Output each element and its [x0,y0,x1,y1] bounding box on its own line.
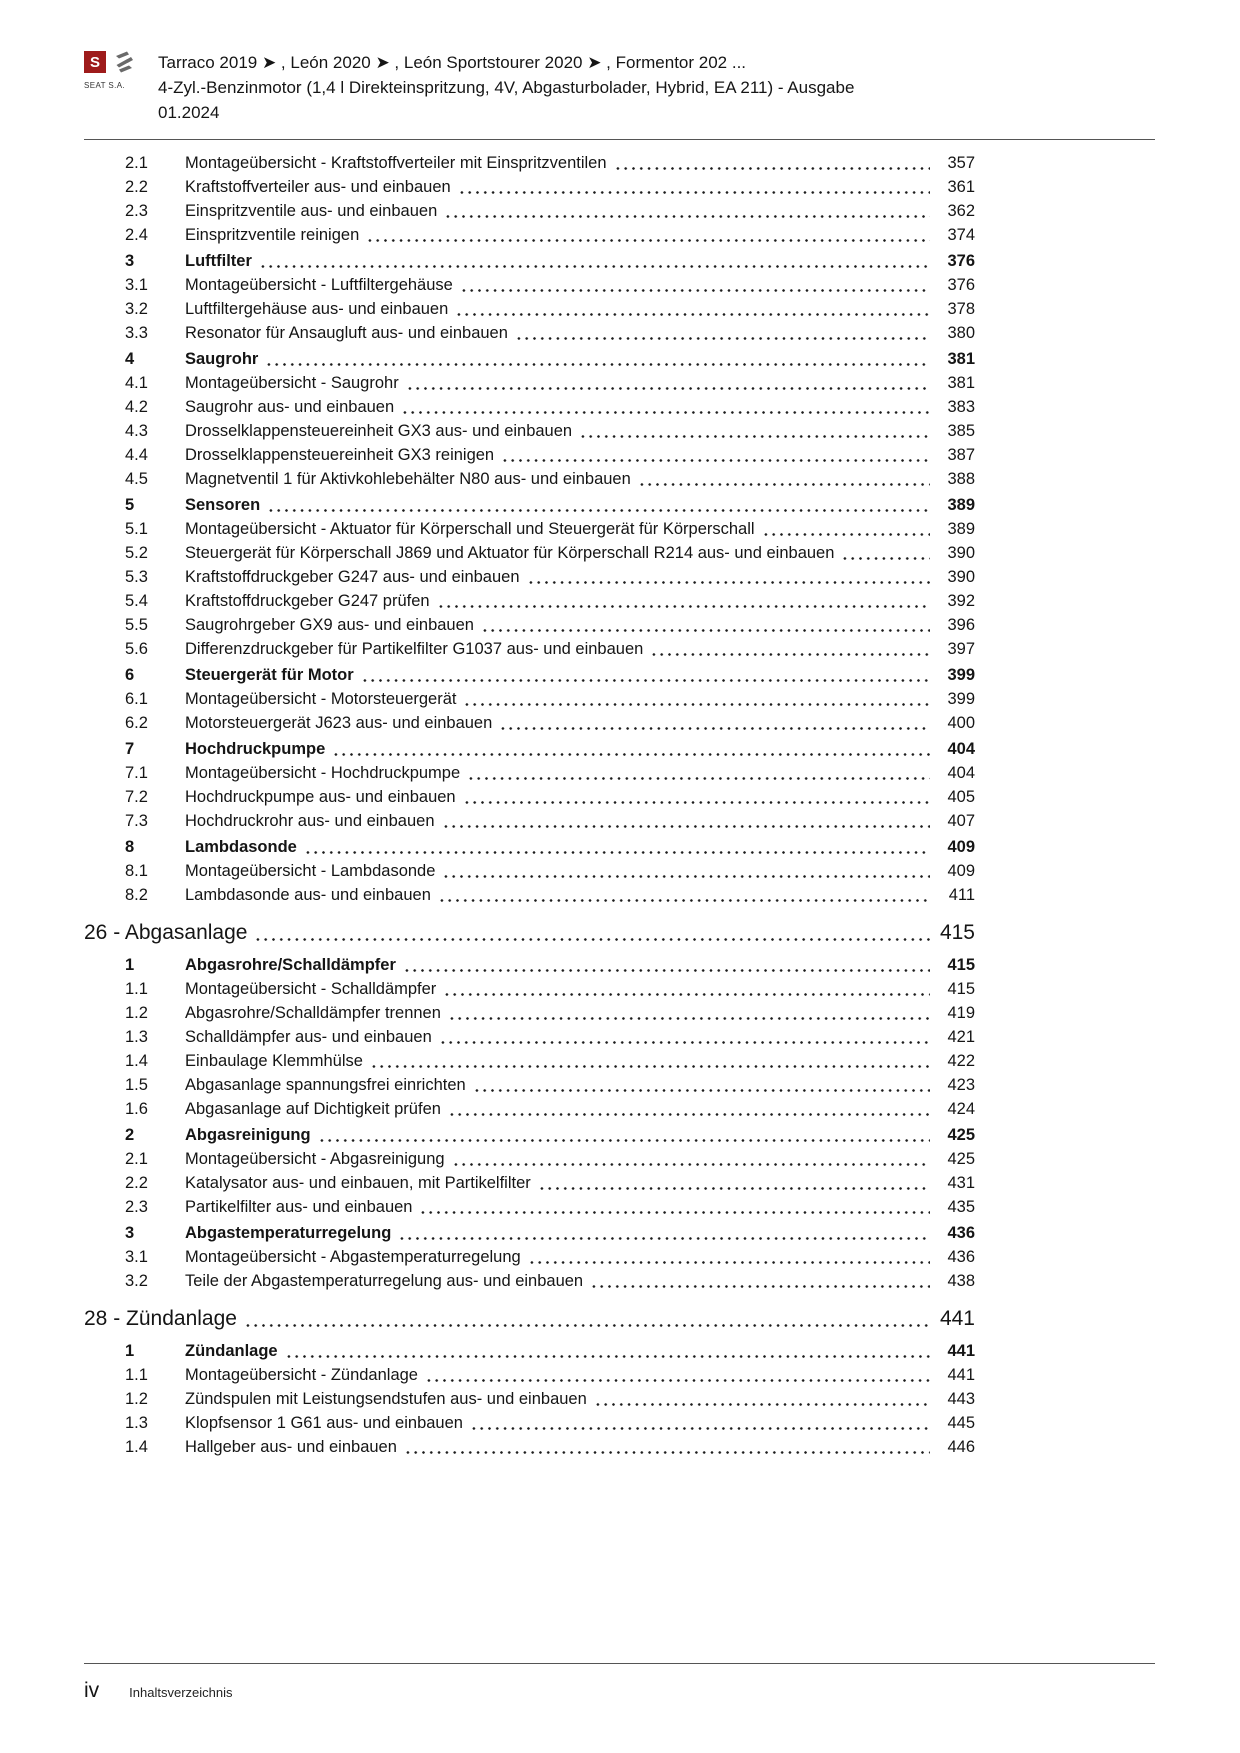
toc-row [84,517,975,541]
toc-row [84,493,975,517]
toc-entry-number: 1.4 [125,1052,148,1070]
toc-entry-page: 376 [947,276,975,294]
footer-section-label: Inhaltsverzeichnis [129,1685,233,1700]
dotted-leader [254,938,930,941]
toc-chapter-row [84,919,975,947]
toc-row [84,1001,975,1025]
toc-entry-number: 2.2 [125,1174,148,1192]
header-text [158,50,854,125]
toc-row [84,1339,975,1363]
toc-entry-title: Kraftstoffverteiler aus- und einbauen [185,178,451,196]
dotted-leader [267,509,930,512]
toc-entry-page: 441 [947,1342,975,1360]
dotted-leader [361,679,930,682]
toc-entry-page: 445 [947,1414,975,1432]
dotted-leader [481,629,930,632]
toc-entry-number: 3.1 [125,1248,148,1266]
toc-entry-title: Saugrohrgeber GX9 aus- und einbauen [185,616,474,634]
toc-entry-title: Abgasanlage spannungsfrei einrichten [185,1076,466,1094]
toc-entry-page: 389 [947,496,975,514]
toc-entry-title: Montageübersicht - Luftfiltergehäuse [185,276,453,294]
toc-row [84,785,975,809]
dotted-leader [444,215,930,218]
seat-logo-caption: SEAT S.A. [84,81,126,90]
toc-entry-number: 1.4 [125,1438,148,1456]
dotted-leader [515,337,930,340]
dotted-leader [443,993,930,996]
footer-divider [84,1663,1155,1664]
toc-entry-number: 3.1 [125,276,148,294]
toc-entry-page: 396 [947,616,975,634]
toc-entry-title: 26 - Abgasanlage [84,921,248,944]
toc-entry-page: 362 [947,202,975,220]
dotted-leader [467,777,930,780]
toc-entry-page: 435 [947,1198,975,1216]
toc-entry-number: 7.2 [125,788,148,806]
seat-emblem-icon [111,50,137,74]
dotted-leader [318,1139,930,1142]
toc-entry-title: Steuergerät für Körperschall J869 und Aktuator für Körperschall R214 aus- und einbauen [185,544,835,562]
toc-entry-number: 4.3 [125,422,148,440]
toc-entry-page: 378 [947,300,975,318]
toc-chapter-row [84,1305,975,1333]
toc-row [84,347,975,371]
toc-row [84,1073,975,1097]
toc-row [84,541,975,565]
toc-entry-title: Montageübersicht - Motorsteuergerät [185,690,457,708]
toc-entry-number: 4 [125,350,135,368]
toc-entry-page: 361 [947,178,975,196]
toc-row [84,223,975,247]
toc-entry-number: 5.2 [125,544,148,562]
toc-entry-page: 436 [947,1248,975,1266]
toc-row [84,273,975,297]
toc-row [84,1221,975,1245]
toc-entry-page: 383 [947,398,975,416]
dotted-leader [285,1355,930,1358]
toc-entry-number: 7 [125,740,135,758]
toc-entry-number: 1 [125,956,135,974]
toc-entry-number: 4.2 [125,398,148,416]
page-footer [84,1679,233,1703]
toc-row [84,467,975,491]
toc-entry-title: Resonator für Ansaugluft aus- und einbauen [185,324,508,342]
toc-entry-title: Klopfsensor 1 G61 aus- und einbauen [185,1414,463,1432]
toc-entry-number: 5.1 [125,520,148,538]
toc-entry-number: 2.1 [125,1150,148,1168]
toc-entry-page: 411 [948,886,975,904]
toc-entry-number: 4.1 [125,374,148,392]
toc-entry-number: 4.5 [125,470,148,488]
toc-row [84,565,975,589]
toc-entry-number: 4.4 [125,446,148,464]
toc-entry-number: 5.6 [125,640,148,658]
dotted-leader [614,167,930,170]
toc-entry-number: 7.1 [125,764,148,782]
toc-entry-number: 6 [125,666,135,684]
toc-entry-page: 407 [947,812,975,830]
toc-entry-page: 380 [947,324,975,342]
toc-entry-page: 431 [947,1174,975,1192]
toc-entry-page: 423 [947,1076,975,1094]
toc-entry-number: 3.3 [125,324,148,342]
toc-row [84,1025,975,1049]
toc-entry-page: 425 [947,1150,975,1168]
toc-entry-title: Montageübersicht - Lambdasonde [185,862,436,880]
dotted-leader [448,1017,930,1020]
toc-entry-title: Differenzdruckgeber für Partikelfilter G1037 aus- und einbauen [185,640,644,658]
toc-row [84,199,975,223]
toc-row [84,175,975,199]
toc-entry-title: Magnetventil 1 für Aktivkohlebehälter N80 aus- und einbauen [185,470,631,488]
toc-entry-number: 6.1 [125,690,148,708]
toc-entry-title: Sensoren [185,496,261,514]
toc-entry-number: 1.5 [125,1076,148,1094]
toc-row [84,249,975,273]
header-edition-line: 01.2024 [158,103,220,122]
toc-row [84,953,975,977]
toc-entry-title: Montageübersicht - Hochdruckpumpe [185,764,461,782]
toc-entry-number: 1.3 [125,1414,148,1432]
toc-entry-page: 381 [947,374,975,392]
toc-entry-title: Hallgeber aus- und einbauen [185,1438,397,1456]
toc-entry-page: 385 [947,422,975,440]
toc-entry-page: 390 [947,568,975,586]
toc-entry-page: 419 [947,1004,975,1022]
toc-entry-title: Saugrohr aus- und einbauen [185,398,395,416]
dotted-leader [442,875,930,878]
toc-entry-title: Abgasreinigung [185,1126,311,1144]
toc-entry-page: 446 [947,1438,975,1456]
dotted-leader [259,265,930,268]
toc-row [84,737,975,761]
seat-logo-letter: S [84,51,106,73]
toc-row [84,809,975,833]
toc-entry-page: 443 [947,1390,975,1408]
toc-row [84,1411,975,1435]
dotted-leader [455,313,930,316]
toc-entry-title: Hochdruckpumpe aus- und einbauen [185,788,456,806]
toc-entry-title: Montageübersicht - Abgasreinigung [185,1150,445,1168]
toc-entry-page: 415 [947,980,975,998]
toc-entry-number: 5 [125,496,135,514]
dotted-leader [439,1041,930,1044]
toc-entry-number: 2 [125,1126,135,1144]
header-divider [84,139,1155,140]
toc-entry-page: 422 [947,1052,975,1070]
toc-row [84,589,975,613]
dotted-leader [304,851,930,854]
toc-entry-title: Luftfiltergehäuse aus- und einbauen [185,300,449,318]
toc-entry-page: 387 [947,446,975,464]
toc-entry-number: 2.4 [125,226,148,244]
toc-entry-page: 390 [947,544,975,562]
dotted-leader [762,533,930,536]
toc-row [84,1435,975,1459]
toc-row [84,321,975,345]
toc-row [84,443,975,467]
dotted-leader [370,1065,930,1068]
dotted-leader [265,363,930,366]
dotted-leader [460,289,930,292]
toc-entry-page: 425 [947,1126,975,1144]
toc-entry-page: 409 [947,838,975,856]
toc-entry-title: Abgastemperaturregelung [185,1224,392,1242]
toc-entry-page: 415 [939,921,975,944]
toc-row [84,419,975,443]
toc-row [84,1123,975,1147]
toc-entry-number: 3.2 [125,300,148,318]
toc-entry-title: Montageübersicht - Kraftstoffverteiler mit Einspritzventilen [185,154,607,172]
toc-entry-title: Lambdasonde [185,838,297,856]
toc-entry-page: 388 [947,470,975,488]
toc-entry-page: 381 [947,350,975,368]
toc-entry-title: Abgasrohre/Schalldämpfer trennen [185,1004,441,1022]
toc-entry-number: 1 [125,1342,135,1360]
toc-entry-title: Drosselklappensteuereinheit GX3 reinigen [185,446,495,464]
dotted-leader [528,1261,930,1264]
toc-entry-number: 8.1 [125,862,148,880]
toc-entry-number: 5.5 [125,616,148,634]
toc-entry-number: 1.1 [125,980,148,998]
toc-row [84,711,975,735]
dotted-leader [438,899,930,902]
toc-entry-page: 415 [947,956,975,974]
toc-entry-number: 2.3 [125,202,148,220]
toc-entry-page: 438 [947,1272,975,1290]
toc-entry-page: 441 [939,1307,975,1330]
toc-entry-number: 8.2 [125,886,148,904]
toc-entry-title: Schalldämpfer aus- und einbauen [185,1028,432,1046]
toc-entry-page: 404 [947,740,975,758]
toc-row [84,151,975,175]
toc-entry-title: Einbaulage Klemmhülse [185,1052,363,1070]
toc-row [84,1049,975,1073]
toc-entry-title: Katalysator aus- und einbauen, mit Partikelfilter [185,1174,531,1192]
toc-entry-number: 2.1 [125,154,148,172]
toc-row [84,977,975,1001]
toc-row [84,1387,975,1411]
dotted-leader [470,1427,930,1430]
toc-entry-page: 421 [947,1028,975,1046]
toc-entry-title: Einspritzventile reinigen [185,226,360,244]
dotted-leader [579,435,930,438]
toc-entry-number: 1.3 [125,1028,148,1046]
toc-entry-page: 392 [947,592,975,610]
toc-entry-title: Einspritzventile aus- und einbauen [185,202,438,220]
dotted-leader [437,605,930,608]
dotted-leader [448,1113,930,1116]
toc-entry-title: Hochdruckpumpe [185,740,326,758]
dotted-leader [425,1379,930,1382]
dotted-leader [401,411,930,414]
toc-row [84,1269,975,1293]
dotted-leader [404,1451,930,1454]
toc-row [84,1245,975,1269]
toc-entry-page: 389 [947,520,975,538]
toc-entry-title: Drosselklappensteuereinheit GX3 aus- und einbauen [185,422,573,440]
toc-entry-title: Montageübersicht - Zündanlage [185,1366,418,1384]
toc-entry-page: 397 [947,640,975,658]
toc-row [84,637,975,661]
toc-entry-title: Abgasanlage auf Dichtigkeit prüfen [185,1100,441,1118]
toc-entry-number: 1.6 [125,1100,148,1118]
toc-entry-number: 2.2 [125,178,148,196]
page-header [84,50,1155,125]
dotted-leader [594,1403,930,1406]
toc-entry-number: 1.2 [125,1390,148,1408]
dotted-leader [419,1211,930,1214]
toc-row [84,395,975,419]
toc-entry-title: Motorsteuergerät J623 aus- und einbauen [185,714,493,732]
dotted-leader [406,387,930,390]
toc-entry-page: 405 [947,788,975,806]
toc-entry-page: 399 [947,690,975,708]
toc-entry-title: Zündspulen mit Leistungsendstufen aus- und einbauen [185,1390,587,1408]
toc-entry-number: 2.3 [125,1198,148,1216]
toc-entry-number: 7.3 [125,812,148,830]
dotted-leader [638,483,930,486]
toc-entry-title: Steuergerät für Motor [185,666,354,684]
toc-entry-number: 1.1 [125,1366,148,1384]
toc-row [84,371,975,395]
dotted-leader [398,1237,930,1240]
toc-entry-number: 3.2 [125,1272,148,1290]
toc-entry-number: 8 [125,838,135,856]
toc-entry-page: 424 [947,1100,975,1118]
dotted-leader [590,1285,930,1288]
toc-row [84,835,975,859]
toc-entry-title: Hochdruckrohr aus- und einbauen [185,812,435,830]
dotted-leader [452,1163,930,1166]
toc-entry-title: 28 - Zündanlage [84,1307,237,1330]
dotted-leader [473,1089,930,1092]
toc-entry-number: 6.2 [125,714,148,732]
dotted-leader [458,191,930,194]
footer-page-number: iv [84,1679,100,1702]
dotted-leader [527,581,930,584]
dotted-leader [332,753,930,756]
toc-entry-title: Abgasrohre/Schalldämpfer [185,956,396,974]
toc-entry-title: Lambdasonde aus- und einbauen [185,886,431,904]
toc-list [84,151,975,1459]
toc-entry-page: 357 [947,154,975,172]
dotted-leader [650,653,930,656]
toc-entry-page: 441 [947,1366,975,1384]
toc-entry-number: 5.4 [125,592,148,610]
toc-entry-title: Teile der Abgastemperaturregelung aus- und einbauen [185,1272,584,1290]
dotted-leader [463,801,930,804]
toc-entry-title: Montageübersicht - Aktuator für Körperschall und Steuergerät für Körperschall [185,520,755,538]
header-models-line: Tarraco 2019 ➤ , León 2020 ➤ , León Sportstourer 2020 ➤ , Formentor 202 ... [158,53,747,72]
toc-row [84,297,975,321]
dotted-leader [366,239,930,242]
toc-entry-title: Montageübersicht - Saugrohr [185,374,399,392]
toc-entry-page: 374 [947,226,975,244]
toc-entry-title: Partikelfilter aus- und einbauen [185,1198,413,1216]
toc-entry-page: 404 [947,764,975,782]
toc-entry-number: 3 [125,1224,135,1242]
toc-entry-page: 409 [947,862,975,880]
dotted-leader [244,1324,930,1327]
toc-entry-page: 436 [947,1224,975,1242]
toc-entry-title: Zündanlage [185,1342,278,1360]
toc-entry-title: Montageübersicht - Abgastemperaturregelung [185,1248,521,1266]
dotted-leader [538,1187,930,1190]
toc-row [84,687,975,711]
toc-row [84,663,975,687]
toc-row [84,1363,975,1387]
toc-row [84,1171,975,1195]
toc-entry-page: 399 [947,666,975,684]
toc-row [84,859,975,883]
dotted-leader [499,727,930,730]
toc-entry-title: Saugrohr [185,350,259,368]
toc-entry-title: Kraftstoffdruckgeber G247 aus- und einbauen [185,568,520,586]
toc-entry-title: Luftfilter [185,252,252,270]
toc-row [84,883,975,907]
toc-row [84,1147,975,1171]
toc-entry-title: Montageübersicht - Schalldämpfer [185,980,437,998]
toc-entry-page: 400 [947,714,975,732]
toc-entry-title: Kraftstoffdruckgeber G247 prüfen [185,592,430,610]
header-engine-line: 4-Zyl.-Benzinmotor (1,4 l Direkteinspritzung, 4V, Abgasturbolader, Hybrid, EA 211) - Ausgabe [158,78,855,97]
dotted-leader [841,557,930,560]
toc-row [84,1195,975,1219]
toc-entry-page: 376 [947,252,975,270]
toc-row [84,761,975,785]
dotted-leader [403,969,930,972]
seat-logo [84,50,142,90]
toc-entry-number: 5.3 [125,568,148,586]
dotted-leader [501,459,930,462]
toc-entry-number: 1.2 [125,1004,148,1022]
toc-entry-number: 3 [125,252,135,270]
toc-row [84,613,975,637]
toc-row [84,1097,975,1121]
dotted-leader [442,825,931,828]
dotted-leader [463,703,930,706]
